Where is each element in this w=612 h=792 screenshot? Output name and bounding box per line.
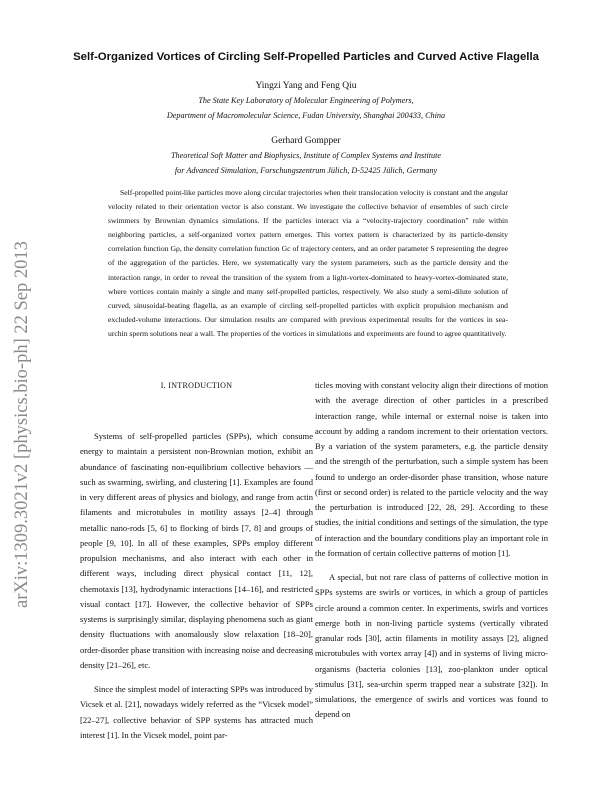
body-paragraph: Systems of self-propelled particles (SPPs), which consume energy to maintain a persistent non-Brownian motion, exhibit an abundance of fascinating non-equilibrium collective behaviors — such as swarming, swirling, and clustering [1]. Examples are found in very different areas of physics and biology, and range from actin filaments and microtubules in motility assays [2–4] through metallic nano-rods [5, 6] to flocking of birds [7, 8] and groups of people [9, 10]. In all of these examples, SPPs employ different propulsion mechanisms, and also interact with each other in different ways, including direct physical contact [11, 12], chemotaxis [13], hydrodynamic interactions [14–16], and restricted visual contact [17]. However, the collective behavior of SPPs systems is surprisingly similar, displaying phenomena such as giant density fluctuations with anomalously slow relaxation [18–20], order-disorder phase transition with increasing noise and decreasing density [21–26], etc. bbox=[80, 431, 313, 670]
section-heading: I. INTRODUCTION bbox=[160, 381, 233, 390]
abstract: Self-propelled point-like particles move along circular trajectories when their translocation velocity is constant and the angular velocity related to their orientation vector is also constant. We investigate the collective behavior of ensembles of such circle swimmers by Brownian dynamics simulations. If the particles interact via a “velocity-trajectory coordination” rule within neighboring particles, a self-organized vortex pattern emerges. This vortex pattern is characterized by its particle-density correlation function Gρ, the density correlation function Gc of trajectory centers, and an order parameter S representing the degree of the aggregation of the particles. Here, we systematically vary the system parameters, such as the particle density and the interaction range, in order to reveal the transition of the system from a light-vortex-dominated to heavy-vortex-dominated state, where vortices contain mainly a single and many self-propelled particles, respectively. We also study a semi-dilute solution of curved, sinusoidal-beating flagella, as an example of circling self-propelled particles with explicit propulsion mechanism and excluded-volume interactions. Our simulation results are compared with previous experimental results for the vortices in sea-urchin sperm solutions near a wall. The properties of the vortices in simulations and experiments are found to agree quantitatively. bbox=[108, 188, 508, 338]
left-column bbox=[80, 378, 313, 743]
authors-group-1: Yingzi Yang and Feng Qiu bbox=[255, 81, 357, 91]
arxiv-id-text: arXiv:1309.3021v2 [physics.bio-ph] 22 Sep 2013 bbox=[12, 241, 32, 608]
body-paragraph: A special, but not rare class of patterns of collective motion in SPPs systems are swirls or vortices, in which a group of particles circle around a common center. In experiments, swirls and vortices emerge both in non-living particle systems (vertically vibrated granular rods [30], actin filaments in motility assays [2], aligned microtubules with vortex array [4]) and in systems of living micro-organisms (bacteria colonies [13], zoo-plankton under optical stimulus [31], sea-urchin sperm trapped near a substrate [32]). In simulations, the emergence of swirls and vortices was found to depend on bbox=[315, 572, 548, 720]
arxiv-identifier-stamp bbox=[2, 168, 42, 608]
authors-group-2: Gerhard Gompper bbox=[271, 136, 341, 146]
right-column bbox=[315, 378, 548, 723]
affiliation-group-2 bbox=[90, 149, 522, 178]
affiliation-line: Department of Macromolecular Science, Fudan University, Shanghai 200433, China bbox=[166, 111, 446, 120]
affiliation-line: Theoretical Soft Matter and Biophysics, Institute of Complex Systems and Institute bbox=[170, 151, 442, 160]
paper-title: Self-Organized Vortices of Circling Self-Propelled Particles and Curved Active Flagella bbox=[73, 51, 539, 63]
affiliation-line: The State Key Laboratory of Molecular Engineering of Polymers, bbox=[198, 96, 414, 105]
body-paragraph: Since the simplest model of interacting SPPs was introduced by Vicsek et al. [21], nowadays widely referred as the “Vicsek model” [22–27], collective behavior of SPP systems has attracted much interest [1]. In the Vicsek model, point par- bbox=[80, 684, 313, 740]
affiliation-group-1 bbox=[90, 93, 522, 123]
affiliation-line: for Advanced Simulation, Forschungszentrum Jülich, D-52425 Jülich, Germany bbox=[174, 165, 438, 175]
body-paragraph: ticles moving with constant velocity align their directions of motion with the average direction of other particles in a prescribed interaction range, while internal or external noise is taken into account by adding a random increment to their orientation vectors. By a variation of the system parameters, e.g. the particle density and the strength of the perturbation, such a simple system has been found to undergo an order-disorder phase transition, whose nature (first or second order) is related to the particle velocity and the way the perturbation is introduced [22, 28, 29]. According to these studies, the initial conditions and settings of the simulation, the type of interaction and the boundary conditions play an important role in the formation of certain collective patterns of motion [1]. bbox=[315, 380, 548, 558]
